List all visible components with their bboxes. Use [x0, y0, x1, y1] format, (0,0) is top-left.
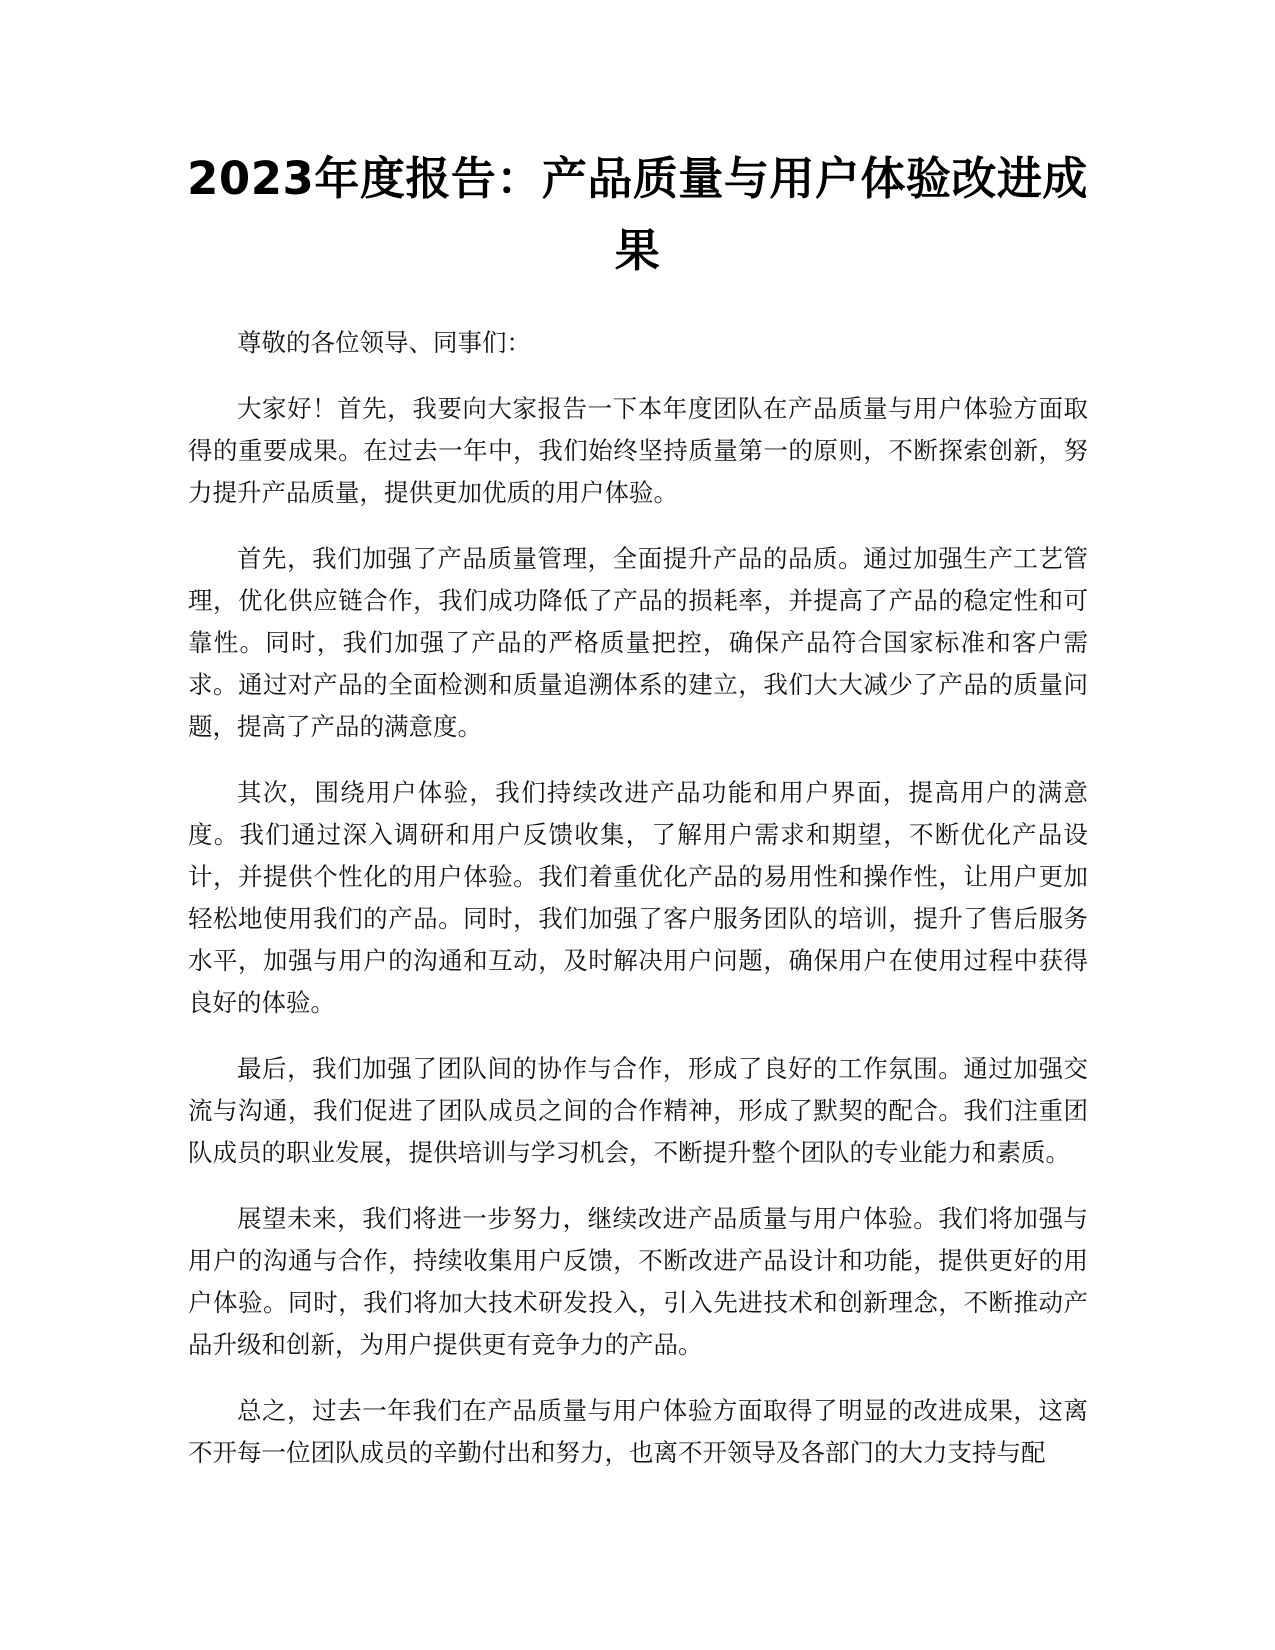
document-title: 2023年度报告：产品质量与用户体验改进成果	[187, 152, 1088, 277]
body-paragraph: 最后，我们加强了团队间的协作与合作，形成了良好的工作氛围。通过加强交流与沟通，我们促进了团队成员之间的合作精神，形成了默契的配合。我们注重团队成员的职业发展，提供培训与学习机会，不断提升整个团队的专业能力和素质。	[188, 1054, 1088, 1167]
body-paragraph: 总之，过去一年我们在产品质量与用户体验方面取得了明显的改进成果，这离不开每一位团队成员的辛勤付出和努力，也离不开领导及各部门的大力支持与配	[188, 1396, 1088, 1467]
salutation-paragraph: 尊敬的各位领导、同事们：	[237, 328, 531, 357]
document-body	[188, 322, 1088, 1498]
body-paragraph: 展望未来，我们将进一步努力，继续改进产品质量与用户体验。我们将加强与用户的沟通与合作，持续收集用户反馈，不断改进产品设计和功能，提供更好的用户体验。同时，我们将加大技术研发投入，引入先进技术和创新理念，不断推动产品升级和创新，为用户提供更有竞争力的产品。	[188, 1204, 1088, 1359]
body-paragraph: 大家好！首先，我要向大家报告一下本年度团队在产品质量与用户体验方面取得的重要成果。在过去一年中，我们始终坚持质量第一的原则，不断探索创新，努力提升产品质量，提供更加优质的用户体验。	[188, 394, 1088, 507]
body-paragraph: 首先，我们加强了产品质量管理，全面提升产品的品质。通过加强生产工艺管理，优化供应链合作，我们成功降低了产品的损耗率，并提高了产品的稳定性和可靠性。同时，我们加强了产品的严格质量把控，确保产品符合国家标准和客户需求。通过对产品的全面检测和质量追溯体系的建立，我们大大减少了产品的质量问题，提高了产品的满意度。	[188, 544, 1088, 741]
body-paragraph: 其次，围绕用户体验，我们持续改进产品功能和用户界面，提高用户的满意度。我们通过深入调研和用户反馈收集，了解用户需求和期望，不断优化产品设计，并提供个性化的用户体验。我们着重优化产品的易用性和操作性，让用户更加轻松地使用我们的产品。同时，我们加强了客户服务团队的培训，提升了售后服务水平，加强与用户的沟通和互动，及时解决用户问题，确保用户在使用过程中获得良好的体验。	[188, 778, 1088, 1017]
